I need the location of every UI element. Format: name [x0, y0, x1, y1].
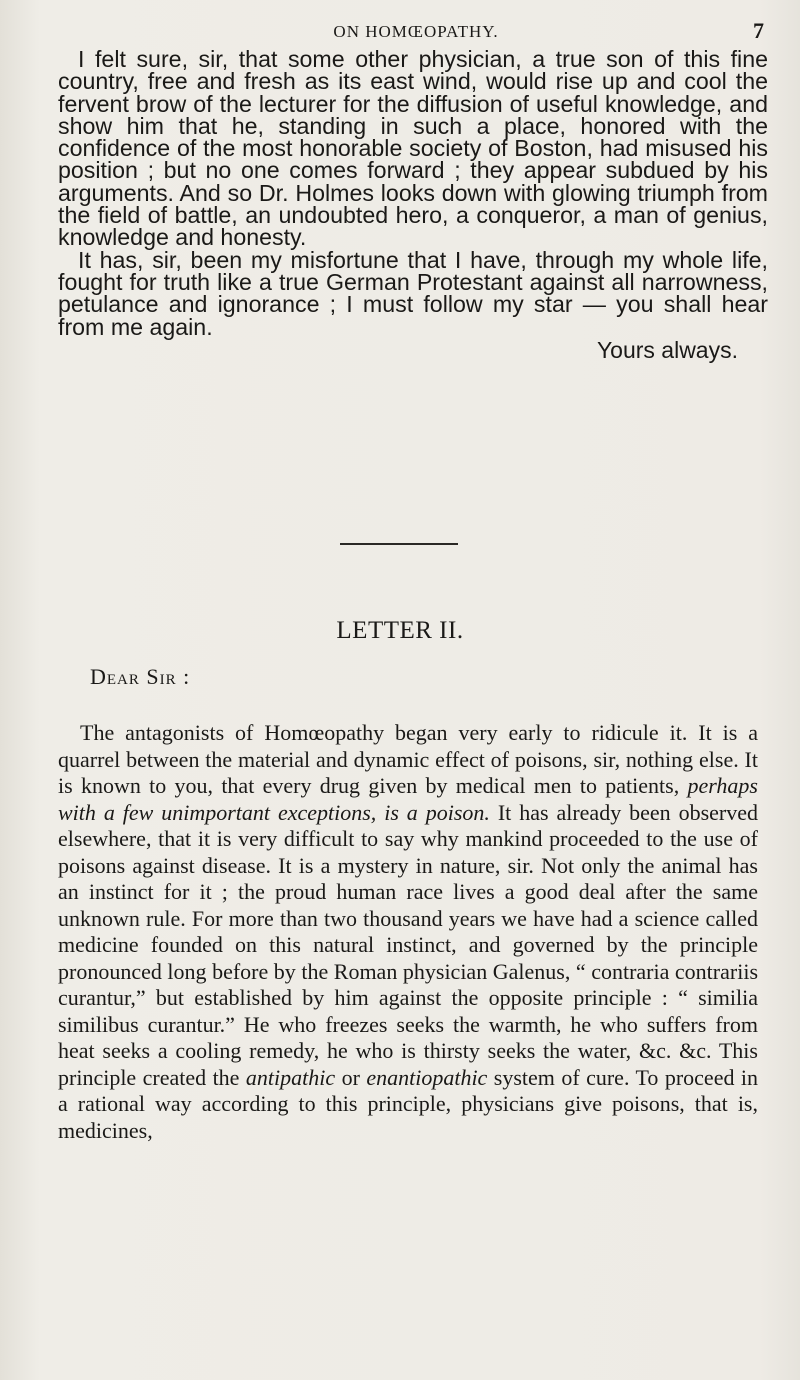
letter-heading: LETTER II. — [336, 617, 464, 644]
signoff: Yours always. — [596, 336, 738, 363]
italic-text: enantiopathic — [366, 1064, 488, 1090]
paragraph: It has, sir, been my misfortune that I have, through my whole life, fought for truth like a true German Protestant against all narrowness, petulance and ignorance ; I must follow my star — you shall hear from me again. — [58, 246, 768, 340]
paragraph: I felt sure, sir, that some other physician, a true son of this fine country, free and fresh as its east wind, would rise up and cool the fervent brow of the lecturer for the diffusion of useful knowledge, and show him that he, standing in such a place, honored with the confidence of the most honorable society of Boston, had misused his position ; but no one comes forward ; they appear subdued by his arguments. And so Dr. Holmes looks down with glowing triumph from the field of battle, an undoubted hero, a conqueror, a man of genius, knowledge and honesty. — [58, 46, 768, 251]
letter-one-conclusion — [58, 48, 768, 362]
body-text: The antagonists of Homœopathy began very early to ridicule it. It is a quarrel between the material and dynamic effect of poisons, sir, nothing else. It is known to you, that every drug given by medical men to patients, — [58, 720, 758, 798]
section-divider — [340, 543, 458, 545]
page-number: 7 — [753, 18, 764, 43]
paragraph — [58, 720, 758, 1144]
body-text: system of cure. To proceed in a rational way according to this principle, physicians give poisons, that is, medicines, — [58, 1064, 759, 1143]
italic-text: antipathic — [245, 1064, 336, 1090]
body-text: It has already been observed elsewhere, that it is very difficult to say why mankind proceeded to the use of poisons against disease. It is a mystery in nature, sir. Not only the animal has an instinct for it ; the proud human race lives a good deal after the same unknown rule. For more than two thousand years we have had a science called medicine founded on this natural instinct, and governed by the principle pronounced long before by the Roman physician Galenus, “ contraria contrariis curantur,” but established by him against the opposite principle : “ similia similibus curantur.” He who freezes seeks the warmth, he who suffers from heat seeks a cooling remedy, he who is thirsty seeks the water, &c. &c. This principle created the — [58, 799, 758, 1090]
italic-text: perhaps with a few unimportant exceptions, is a poison. — [58, 773, 758, 825]
letter-two-body — [58, 720, 758, 1144]
salutation: Dear Sir : — [90, 664, 191, 689]
running-head: ON HOMŒOPATHY. — [333, 22, 499, 41]
body-text: or — [335, 1064, 367, 1090]
